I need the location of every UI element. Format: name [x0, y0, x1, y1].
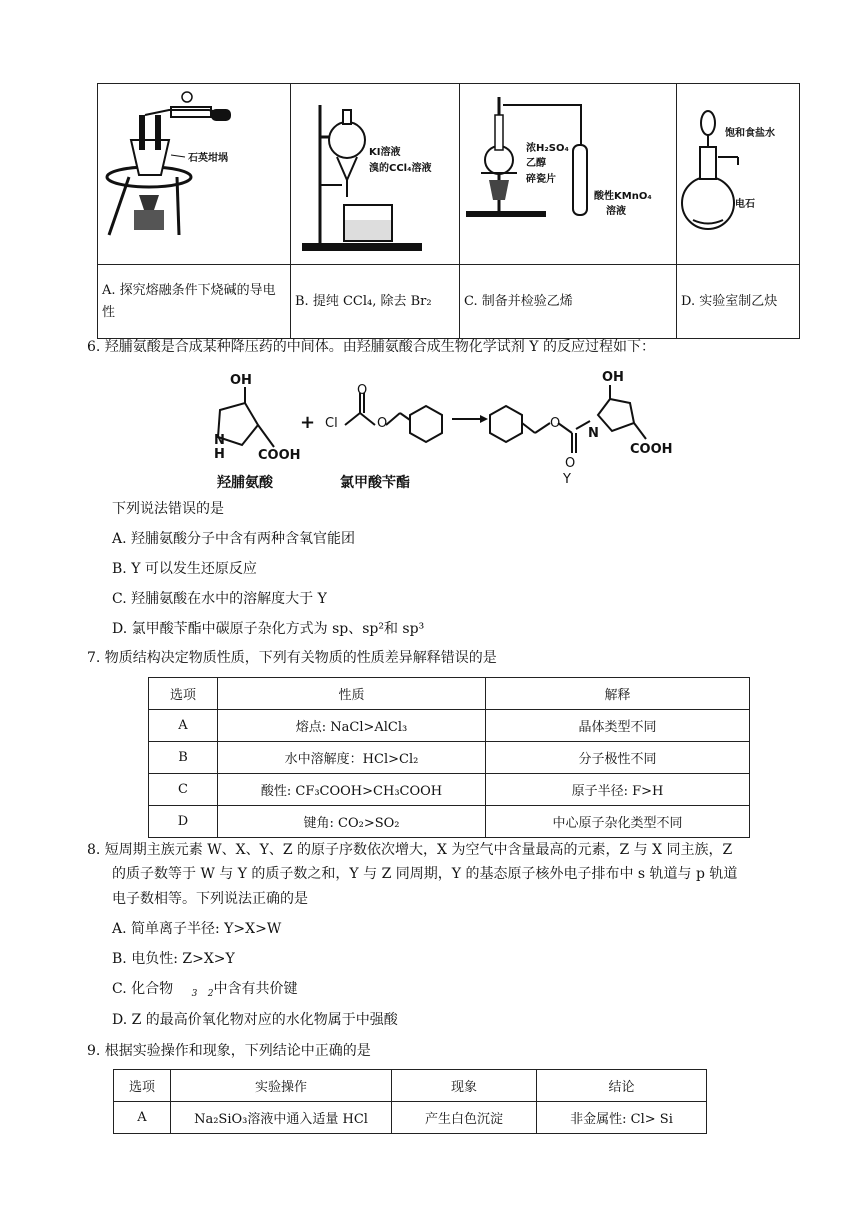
q7-header-property: 性质 [218, 678, 486, 710]
q7-cell: 原子半径: F>H [486, 774, 750, 806]
q7-cell: A [149, 710, 218, 742]
product-y-name: Y [563, 472, 571, 487]
q9-header-option: 选项 [114, 1070, 171, 1102]
calcium-carbide-label: 电石 [735, 199, 755, 210]
q6-option-a: A. 羟脯氨酸分子中含有两种含氧官能团 [112, 531, 356, 547]
q7-cell: 晶体类型不同 [486, 710, 750, 742]
o-label-2: O [377, 416, 388, 431]
q9-cell: A [114, 1102, 171, 1134]
q6-option-d: D. 氯甲酸苄酯中碳原子杂化方式为 sp、sp²和 sp³ [112, 621, 425, 637]
porcelain-label: 碎瓷片 [526, 174, 556, 185]
nh-label: N [214, 433, 225, 448]
q8-line3: 电子数相等。下列说法正确的是 [112, 891, 308, 907]
q7-cell: 酸性: CF₃COOH>CH₃COOH [218, 774, 486, 806]
q9-header-conclusion: 结论 [537, 1070, 707, 1102]
q7-stem: 7. 物质结构决定物质性质，下列有关物质的性质差异解释错误的是 [87, 650, 497, 666]
figure-d-cell [677, 84, 800, 265]
q9-cell: 产生白色沉淀 [392, 1102, 537, 1134]
q7-cell: 水中溶解度：HCl>Cl₂ [218, 742, 486, 774]
q7-cell: 分子极性不同 [486, 742, 750, 774]
figure-a-cell [98, 84, 291, 265]
q7-cell: 中心原子杂化类型不同 [486, 806, 750, 838]
q7-cell: 键角: CO₂>SO₂ [218, 806, 486, 838]
q7-cell: D [149, 806, 218, 838]
table-row [114, 1102, 707, 1134]
solution-label: 溶液 [606, 206, 626, 217]
figure-c-cell [460, 84, 677, 265]
o-label-3: O [550, 416, 561, 431]
oh-label-2: OH [602, 370, 624, 385]
table-row [149, 806, 750, 838]
q7-cell: B [149, 742, 218, 774]
n-label: N [588, 426, 599, 441]
q9-cell: Na₂SiO₃溶液中通入适量 HCl [171, 1102, 392, 1134]
option-d-caption: D. 实验室制乙炔 [677, 265, 800, 339]
q5-table [97, 83, 800, 339]
q6-lead: 下列说法错误的是 [112, 501, 224, 517]
q8-option-c [112, 978, 298, 1005]
q9-table [113, 1069, 707, 1134]
q8-line2: 的质子数等于 W 与 Y 的质子数之和，Y 与 Z 同周期，Y 的基态原子核外电子排布中 s 轨道与 p 轨道 [112, 866, 738, 882]
q9-stem: 9. 根据实验操作和现象，下列结论中正确的是 [87, 1043, 371, 1059]
option-a-caption: A. 探究熔融条件下烧碱的导电性 [98, 265, 291, 339]
kmno4-label: 酸性KMnO₄ [594, 191, 652, 202]
crucible-label: 石英坩埚 [188, 153, 228, 164]
q8-option-d: D. Z 的最高价氧化物对应的水化物属于中强酸 [112, 1012, 398, 1028]
q8-line1: 8. 短周期主族元素 W、X、Y、Z 的原子序数依次增大，X 为空气中含量最高的元素，Z 与 X 同主族，Z [87, 842, 733, 858]
q7-cell: C [149, 774, 218, 806]
apparatus-c-image [461, 85, 675, 259]
br-ccl4-label: 溴的CCl₄溶液 [369, 163, 432, 174]
table-row [149, 710, 750, 742]
o-label-4: O [565, 456, 576, 471]
apparatus-a-image [99, 85, 289, 259]
q8-option-c-tail: 中含有共价键 [213, 981, 298, 997]
q8-option-c-sub1: 3 [191, 989, 198, 999]
benzyl-chloroformate-name: 氯甲酸苄酯 [340, 475, 410, 491]
q9-header-operation: 实验操作 [171, 1070, 392, 1102]
cooh-label-1: COOH [258, 448, 301, 463]
q6-option-b: B. Y 可以发生还原反应 [112, 561, 257, 577]
q8-option-a: A. 简单离子半径: Y>X>W [112, 921, 282, 937]
apparatus-d-image [678, 85, 798, 259]
q8-option-c-text: C. 化合物 [112, 981, 174, 997]
q7-table [148, 677, 750, 838]
q9-cell: 非金属性: Cl> Si [537, 1102, 707, 1134]
ki-label: KI溶液 [369, 147, 401, 158]
plus-sign: + [300, 412, 316, 433]
cl-label: Cl [325, 416, 338, 431]
q6-stem: 6. 羟脯氨酸是合成某种降压药的中间体。由羟脯氨酸合成生物化学试剂 Y 的反应过程如下： [87, 339, 655, 355]
hydroxyproline-name: 羟脯氨酸 [217, 475, 273, 491]
q8-option-c-sub2: 2 [207, 989, 214, 999]
q6-option-c: C. 羟脯氨酸在水中的溶解度大于 Y [112, 591, 327, 607]
h2so4-label: 浓H₂SO₄ [526, 143, 569, 154]
option-b-caption: B. 提纯 CCl₄, 除去 Br₂ [291, 265, 460, 339]
h-label: H [214, 447, 225, 462]
option-c-caption: C. 制备并检验乙烯 [460, 265, 677, 339]
q8-option-b: B. 电负性: Z>X>Y [112, 951, 235, 967]
figure-b-cell [291, 84, 460, 265]
q7-header-explanation: 解释 [486, 678, 750, 710]
q7-header-option: 选项 [149, 678, 218, 710]
o-label-1: O [357, 383, 368, 398]
brine-label: 饱和食盐水 [725, 128, 775, 139]
cooh-label-2: COOH [630, 442, 673, 457]
oh-label-1: OH [230, 373, 252, 388]
table-row [149, 774, 750, 806]
ethanol-label: 乙醇 [526, 158, 546, 169]
table-row [149, 742, 750, 774]
q7-cell: 熔点: NaCl>AlCl₃ [218, 710, 486, 742]
q9-header-phenomenon: 现象 [392, 1070, 537, 1102]
